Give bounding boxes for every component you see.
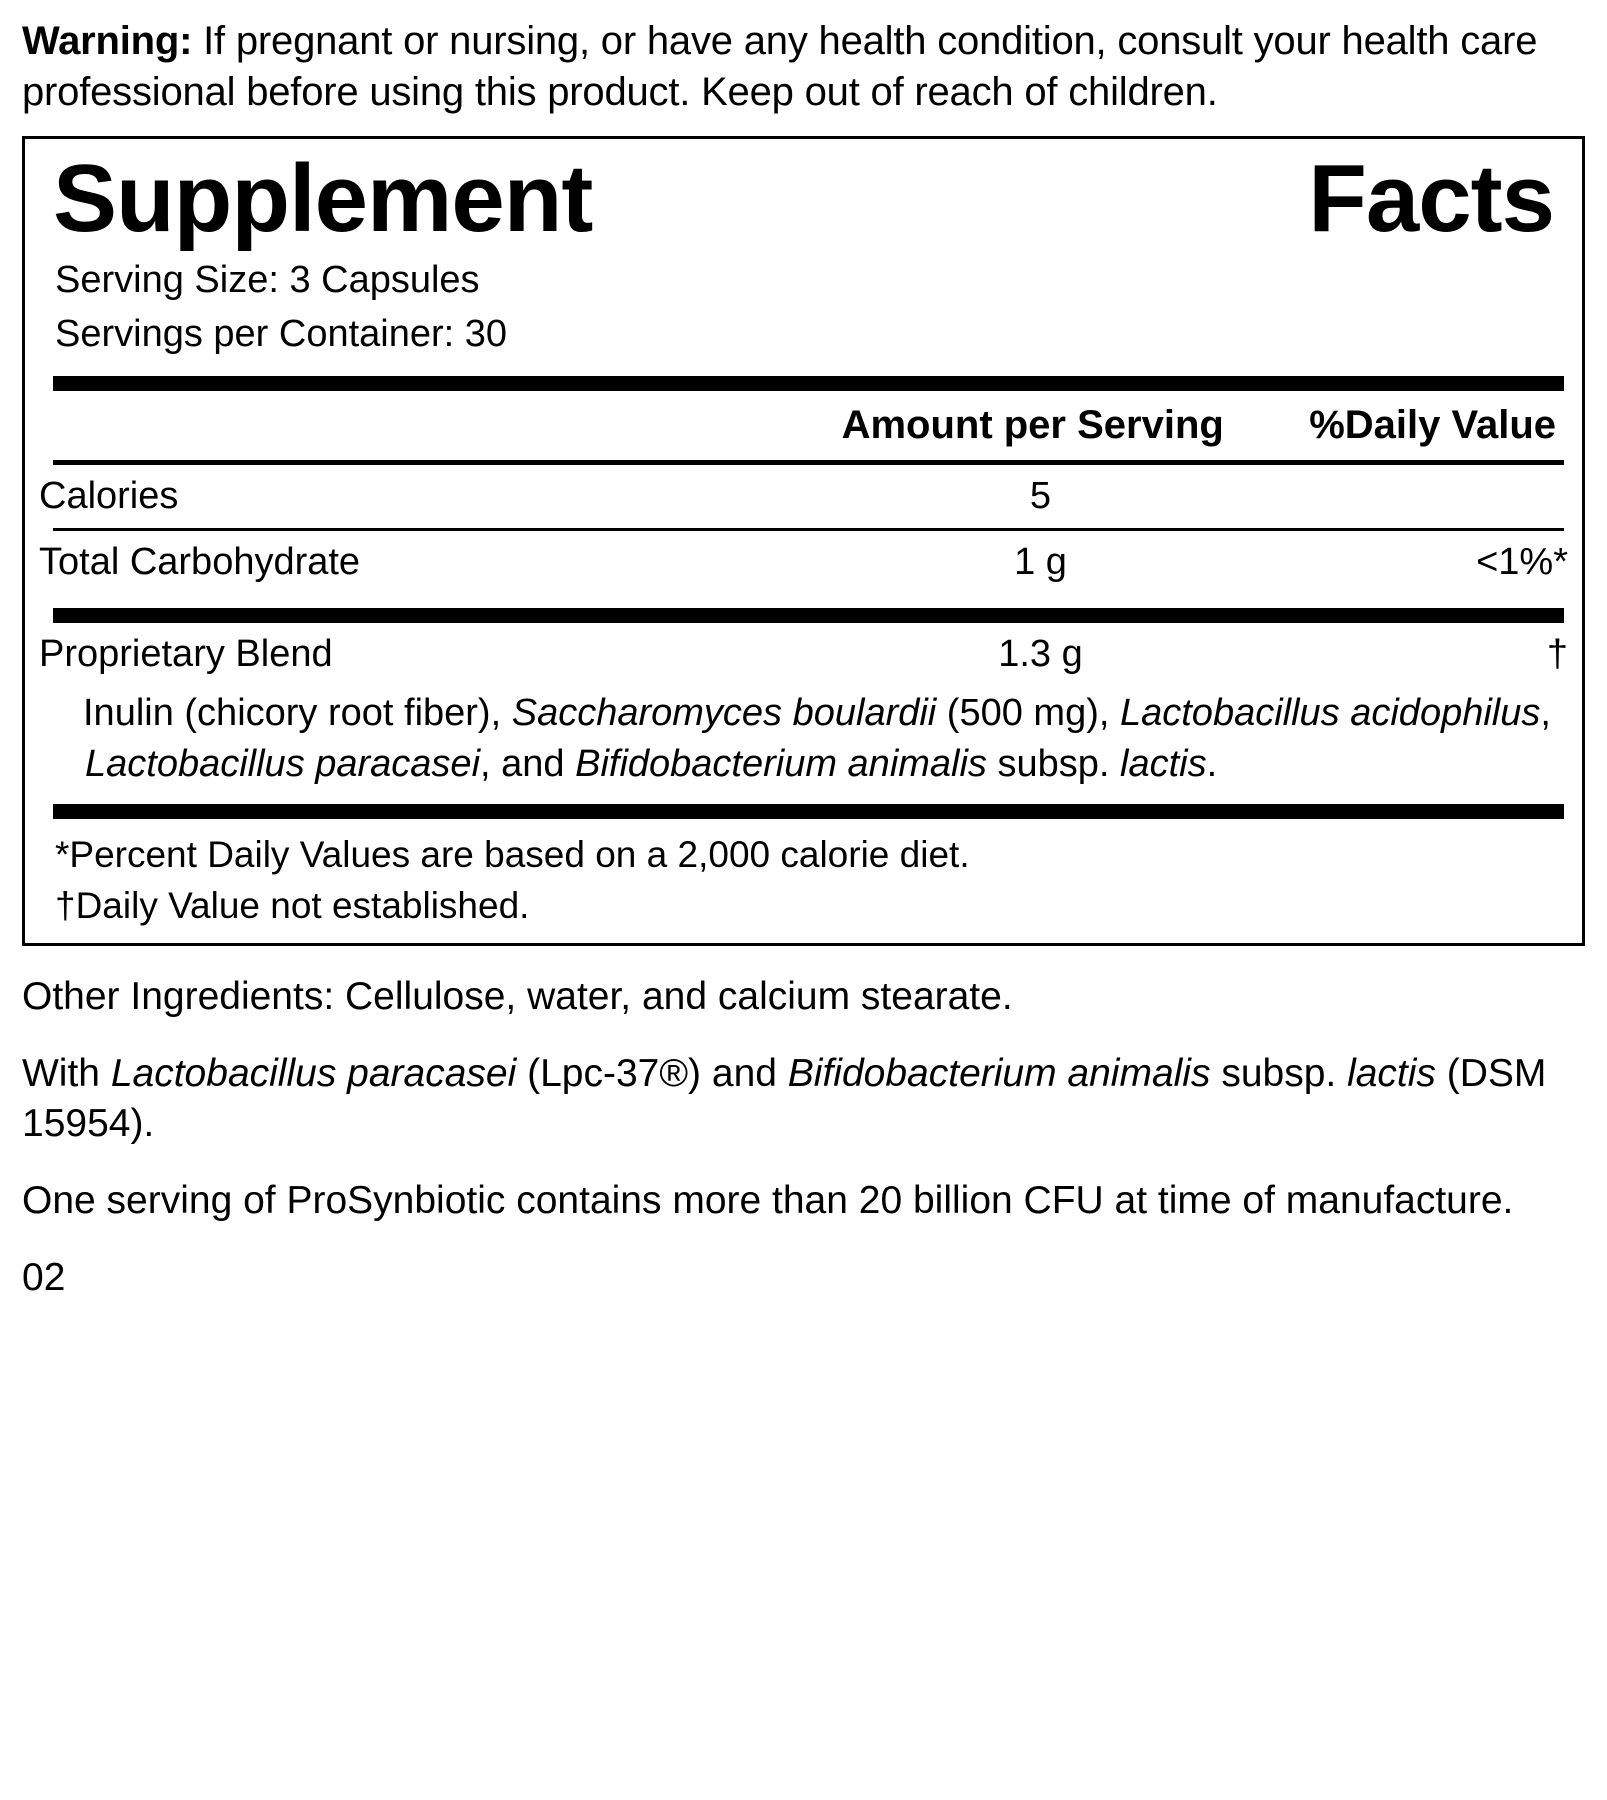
revision-code: 02 [22,1255,66,1299]
warning-label: Warning: [22,19,193,63]
row-name: Calories [39,475,179,518]
supplement-facts-panel [22,136,1585,946]
footnote-daily-values: *Percent Daily Values are based on a 2,000 calorie diet. [55,833,970,875]
proprietary-blend-table [39,623,1568,686]
header-nutrient [39,391,798,460]
panel-title [53,144,1568,252]
below-panel-content [0,972,1607,1303]
table-row [39,465,1568,528]
serving-info [55,254,1568,362]
warning-paragraph [0,0,1607,118]
row-name: Total Carbohydrate [39,541,361,584]
servings-per-container: Servings per Container: 30 [55,313,508,356]
row-amount: 1 g [1014,541,1067,584]
header-amount-per-serving: Amount per Serving [841,403,1224,448]
table-row [39,623,1568,686]
row-daily-value: <1%* [1476,541,1568,584]
other-ingredients: Other Ingredients: Cellulose, water, and calcium stearate. [22,975,1013,1019]
facts-header-row [39,391,1568,460]
serving-size: Serving Size: 3 Capsules [55,259,480,302]
blend-ingredient-list: Inulin (chicory root fiber), Saccharomyces boulardii (500 mg), Lactobacillus acidophilus, Lactobacillus paracasei, and Bifidobacterium animalis subsp. lactis. [83,692,1551,786]
facts-table [39,391,1568,460]
facts-rows-table [39,465,1568,528]
blend-daily-value: † [1546,633,1568,676]
panel-title-supplement: Supplement [53,144,593,252]
row-daily-value [1277,465,1568,528]
row-amount: 5 [1029,475,1052,518]
panel-title-facts: Facts [1308,144,1554,252]
header-daily-value: %Daily Value [1309,403,1556,448]
footnotes [55,829,1568,931]
blend-amount: 1.3 g [998,633,1083,676]
strains-note: With Lactobacillus paracasei (Lpc-37®) and Bifidobacterium animalis subsp. lactis (DSM 15954). [22,1051,1547,1146]
facts-rows-table-2 [39,531,1568,594]
divider-thick-middle [53,608,1564,623]
blend-name: Proprietary Blend [39,633,333,676]
table-row [39,531,1568,594]
divider-thick-top [53,376,1564,391]
cfu-note: One serving of ProSynbiotic contains more than 20 billion CFU at time of manufacture. [22,1179,1514,1223]
warning-text: If pregnant or nursing, or have any health condition, consult your health care professional before using this product. Keep out of reach of children. [22,19,1538,114]
footnote-dv-not-established: †Daily Value not established. [55,885,530,927]
divider-thick-bottom [53,804,1564,819]
